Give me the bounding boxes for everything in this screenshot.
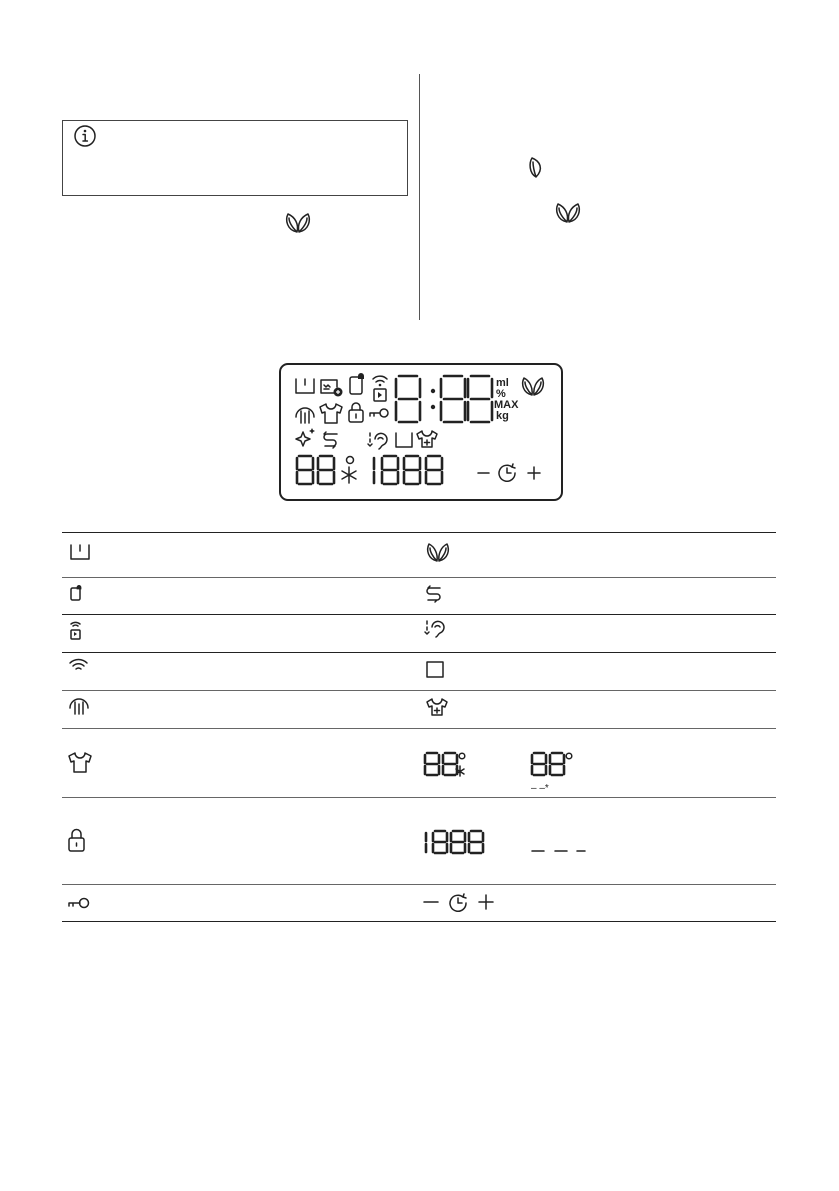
phone-notification-icon [71, 585, 81, 600]
steam-icon [70, 699, 88, 714]
wifi-icon [70, 659, 87, 669]
small-dashes: – –* [531, 783, 549, 794]
shirt-plus-icon [427, 699, 447, 715]
spin-digits [426, 831, 483, 853]
unit-ml: ml [496, 377, 509, 389]
key-icon [69, 899, 89, 908]
drum-icon [427, 662, 443, 677]
shirt-icon [69, 753, 91, 772]
unit-max: MAX [494, 399, 519, 411]
temperature-digits-dashed [532, 753, 572, 775]
plus-icon [479, 895, 493, 909]
remote-start-icon [71, 622, 80, 639]
temperature-digits [425, 753, 465, 776]
rinse-icon [427, 586, 440, 602]
detergent-level-icon [71, 545, 89, 559]
eco-leaf-icon [428, 544, 449, 561]
clock-icon [450, 894, 466, 911]
lock-icon [69, 830, 84, 852]
ear-icon [425, 621, 444, 637]
unit-kg: kg [496, 410, 509, 422]
unit-percent: % [496, 388, 506, 400]
